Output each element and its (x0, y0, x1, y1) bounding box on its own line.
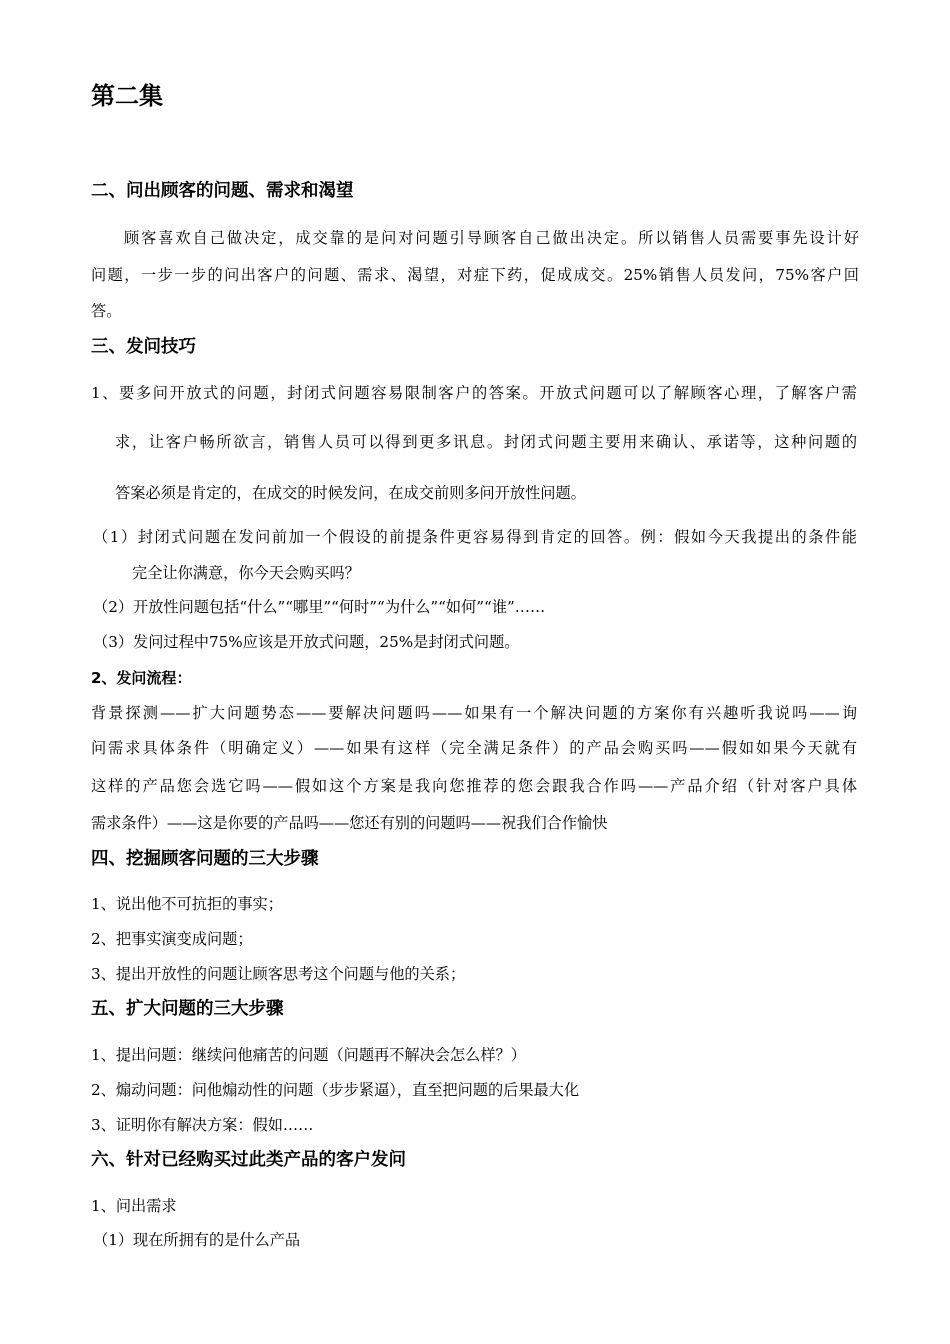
section-5-heading: 五、扩大问题的三大步骤 (91, 999, 284, 1019)
list-item: 1、说出他不可抗拒的事实； (91, 895, 283, 913)
sub-item-line: 完全让你满意，你今天会购买吗？ (132, 564, 360, 582)
list-item-line: 求，让客户畅所欲言，销售人员可以得到更多讯息。封闭式问题主要用来确认、承诺等，这种问题的 (115, 433, 857, 451)
list-item-line: 答案必须是肯定的，在成交的时候发问，在成交前则多问开放性问题。 (115, 484, 586, 502)
list-item: 1、提出问题：继续问他痛苦的问题（问题再不解决会怎么样？） (91, 1046, 526, 1064)
subsection-heading: 2、发问流程： (91, 669, 192, 687)
flow-line: 这样的产品您会选它吗——假如这个方案是我向您推荐的您会跟我合作吗——产品介绍（针对客户具体 (91, 777, 857, 795)
section-2-paragraph-line: 顾客喜欢自己做决定，成交靠的是问对问题引导顾客自己做出决定。所以销售人员需要事先设计好 (124, 229, 859, 247)
flow-line: 需求条件）——这是你要的产品吗——您还有别的问题吗——祝我们合作愉快 (91, 814, 608, 832)
sub-item: （1）现在所拥有的是什么产品 (93, 1231, 301, 1249)
flow-line: 问需求具体条件（明确定义）——如果有这样（完全满足条件）的产品会购买吗——假如如果今天就有 (91, 739, 857, 757)
list-item: 2、煽动问题：问他煽动性的问题（步步紧逼），直至把问题的后果最大化 (91, 1081, 580, 1099)
section-6-heading: 六、针对已经购买过此类产品的客户发问 (91, 1150, 406, 1170)
section-4-heading: 四、挖掘顾客问题的三大步骤 (91, 849, 319, 869)
section-2-heading: 二、问出顾客的问题、需求和渴望 (91, 181, 354, 201)
list-item: 2、把事实演变成问题； (91, 930, 253, 948)
list-item-line: 1、要多问开放式的问题，封闭式问题容易限制客户的答案。开放式问题可以了解顾客心理，了解客户需 (91, 384, 857, 402)
list-item: 3、证明你有解决方案：假如…… (91, 1116, 314, 1134)
sub-item: （2）开放性问题包括“什么”“哪里”“何时”“为什么”“如何”“谁”…… (93, 598, 546, 616)
section-2-paragraph-line: 问题，一步一步的问出客户的问题、需求、渴望，对症下药，促成成交。25%销售人员发问，75%客户回 (91, 266, 859, 284)
section-2-paragraph-line: 答。 (91, 302, 122, 320)
sub-item-line: （1）封闭式问题在发问前加一个假设的前提条件更容易得到肯定的回答。例：假如今天我提出的条件能 (93, 528, 857, 546)
page-title: 第二集 (91, 82, 163, 110)
sub-item: （3）发问过程中75%应该是开放式问题，25%是封闭式问题。 (93, 633, 520, 651)
list-item: 3、提出开放性的问题让顾客思考这个问题与他的关系； (91, 965, 466, 983)
flow-line: 背景探测——扩大问题势态——要解决问题吗——如果有一个解决问题的方案你有兴趣听我说吗——询 (91, 704, 857, 722)
list-item: 1、问出需求 (91, 1197, 177, 1215)
section-3-heading: 三、发问技巧 (91, 337, 196, 357)
